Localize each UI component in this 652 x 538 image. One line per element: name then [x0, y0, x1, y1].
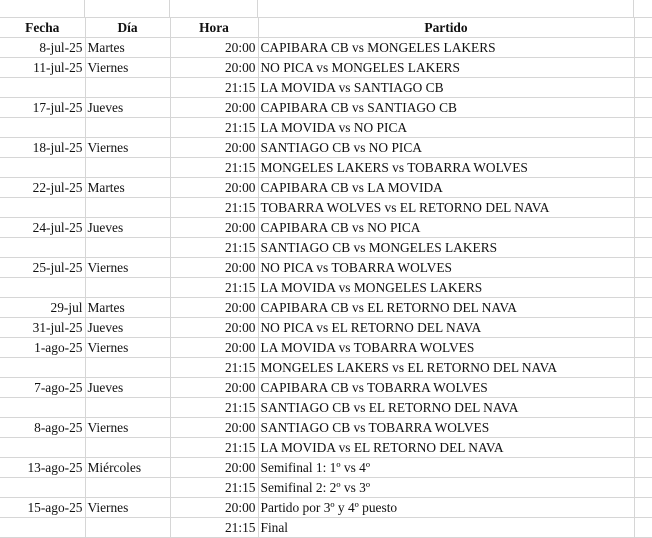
cell-dia[interactable]: Viernes [85, 138, 170, 158]
empty-header-cell[interactable] [634, 18, 652, 38]
empty-cell[interactable] [634, 198, 652, 218]
table-row [0, 78, 652, 98]
empty-cell[interactable] [634, 458, 652, 478]
table-row [0, 318, 652, 338]
cell-dia[interactable]: Viernes [85, 258, 170, 278]
cell-hora[interactable]: 20:00 [170, 258, 258, 278]
empty-cell[interactable] [634, 78, 652, 98]
cell-hora[interactable]: 20:00 [170, 458, 258, 478]
cell-fecha[interactable]: 15-ago-25 [0, 498, 85, 518]
table-row [0, 418, 652, 438]
cell-fecha[interactable] [0, 198, 85, 218]
table-row [0, 338, 652, 358]
empty-cell[interactable] [634, 238, 652, 258]
table-row [0, 478, 652, 498]
cell-dia[interactable] [85, 518, 170, 538]
cell-hora[interactable]: 21:15 [170, 438, 258, 458]
cell-hora[interactable]: 20:00 [170, 418, 258, 438]
table-row [0, 118, 652, 138]
cell-fecha[interactable] [0, 158, 85, 178]
empty-cell[interactable] [634, 298, 652, 318]
cell-hora[interactable]: 21:15 [170, 158, 258, 178]
cell-dia[interactable] [85, 238, 170, 258]
cell-dia[interactable] [85, 398, 170, 418]
blank-cell[interactable] [85, 0, 170, 17]
cell-hora[interactable]: 21:15 [170, 358, 258, 378]
cell-fecha[interactable] [0, 118, 85, 138]
blank-cell[interactable] [258, 0, 634, 17]
empty-cell[interactable] [634, 518, 652, 538]
table-row [0, 198, 652, 218]
header-hora[interactable]: Hora [170, 18, 258, 38]
cell-dia[interactable] [85, 118, 170, 138]
cell-dia[interactable] [85, 358, 170, 378]
empty-cell[interactable] [634, 318, 652, 338]
empty-cell[interactable] [634, 338, 652, 358]
cell-partido[interactable]: SANTIAGO CB vs TOBARRA WOLVES [258, 418, 634, 438]
table-row [0, 358, 652, 378]
header-dia[interactable]: Día [85, 18, 170, 38]
cell-partido[interactable]: LA MOVIDA vs TOBARRA WOLVES [258, 338, 634, 358]
cell-partido[interactable]: LA MOVIDA vs MONGELES LAKERS [258, 278, 634, 298]
cell-partido[interactable]: CAPIBARA CB vs MONGELES LAKERS [258, 38, 634, 58]
cell-partido[interactable]: CAPIBARA CB vs EL RETORNO DEL NAVA [258, 298, 634, 318]
table-row [0, 98, 652, 118]
cell-hora[interactable]: 20:00 [170, 178, 258, 198]
cell-hora[interactable]: 21:15 [170, 238, 258, 258]
cell-hora[interactable]: 20:00 [170, 138, 258, 158]
empty-cell[interactable] [634, 158, 652, 178]
cell-hora[interactable]: 20:00 [170, 498, 258, 518]
cell-dia[interactable] [85, 278, 170, 298]
cell-hora[interactable]: 21:15 [170, 278, 258, 298]
empty-cell[interactable] [634, 138, 652, 158]
empty-cell[interactable] [634, 178, 652, 198]
cell-hora[interactable]: 21:15 [170, 198, 258, 218]
cell-hora[interactable]: 20:00 [170, 338, 258, 358]
cell-dia[interactable] [85, 478, 170, 498]
empty-cell[interactable] [634, 378, 652, 398]
header-row [0, 18, 652, 38]
cell-fecha[interactable]: 13-ago-25 [0, 458, 85, 478]
cell-partido[interactable]: MONGELES LAKERS vs TOBARRA WOLVES [258, 158, 634, 178]
cell-partido[interactable]: LA MOVIDA vs SANTIAGO CB [258, 78, 634, 98]
blank-cell[interactable] [0, 0, 85, 17]
cell-partido[interactable]: NO PICA vs EL RETORNO DEL NAVA [258, 318, 634, 338]
cell-dia[interactable]: Martes [85, 178, 170, 198]
cell-fecha[interactable]: 24-jul-25 [0, 218, 85, 238]
empty-cell[interactable] [634, 258, 652, 278]
cell-dia[interactable]: Martes [85, 38, 170, 58]
empty-cell[interactable] [634, 358, 652, 378]
cell-partido[interactable]: CAPIBARA CB vs LA MOVIDA [258, 178, 634, 198]
schedule-rows [0, 38, 652, 538]
table-row [0, 38, 652, 58]
cell-dia[interactable] [85, 438, 170, 458]
cell-fecha[interactable] [0, 478, 85, 498]
cell-fecha[interactable]: 18-jul-25 [0, 138, 85, 158]
cell-partido[interactable]: Final [258, 518, 634, 538]
cell-partido[interactable]: SANTIAGO CB vs MONGELES LAKERS [258, 238, 634, 258]
cell-hora[interactable]: 20:00 [170, 218, 258, 238]
cell-fecha[interactable]: 17-jul-25 [0, 98, 85, 118]
cell-dia[interactable]: Martes [85, 298, 170, 318]
cell-fecha[interactable]: 29-jul [0, 298, 85, 318]
cell-dia[interactable]: Viernes [85, 58, 170, 78]
table-row [0, 438, 652, 458]
cell-partido[interactable]: CAPIBARA CB vs TOBARRA WOLVES [258, 378, 634, 398]
schedule-table [0, 18, 652, 538]
cell-dia[interactable]: Jueves [85, 378, 170, 398]
cell-fecha[interactable] [0, 358, 85, 378]
table-row [0, 498, 652, 518]
cell-partido[interactable]: NO PICA vs TOBARRA WOLVES [258, 258, 634, 278]
table-row [0, 518, 652, 538]
table-row [0, 178, 652, 198]
cell-hora[interactable]: 21:15 [170, 78, 258, 98]
table-row [0, 298, 652, 318]
cell-fecha[interactable] [0, 278, 85, 298]
cell-fecha[interactable]: 8-jul-25 [0, 38, 85, 58]
blank-cell[interactable] [170, 0, 258, 17]
cell-fecha[interactable]: 1-ago-25 [0, 338, 85, 358]
table-row [0, 58, 652, 78]
table-row [0, 378, 652, 398]
empty-cell[interactable] [634, 478, 652, 498]
cell-hora[interactable]: 21:15 [170, 518, 258, 538]
cell-fecha[interactable] [0, 438, 85, 458]
cell-fecha[interactable] [0, 78, 85, 98]
cell-dia[interactable]: Jueves [85, 318, 170, 338]
cell-fecha[interactable]: 25-jul-25 [0, 258, 85, 278]
cell-fecha[interactable]: 8-ago-25 [0, 418, 85, 438]
empty-cell[interactable] [634, 418, 652, 438]
empty-cell[interactable] [634, 218, 652, 238]
cell-hora[interactable]: 20:00 [170, 98, 258, 118]
cell-partido[interactable]: Semifinal 1: 1º vs 4º [258, 458, 634, 478]
cell-hora[interactable]: 20:00 [170, 58, 258, 78]
cell-hora[interactable]: 21:15 [170, 398, 258, 418]
cell-hora[interactable]: 21:15 [170, 478, 258, 498]
cell-partido[interactable]: TOBARRA WOLVES vs EL RETORNO DEL NAVA [258, 198, 634, 218]
cell-fecha[interactable]: 22-jul-25 [0, 178, 85, 198]
cell-dia[interactable]: Jueves [85, 218, 170, 238]
cell-fecha[interactable]: 7-ago-25 [0, 378, 85, 398]
empty-cell[interactable] [634, 58, 652, 78]
cell-fecha[interactable] [0, 398, 85, 418]
cell-dia[interactable] [85, 78, 170, 98]
cell-dia[interactable]: Viernes [85, 338, 170, 358]
cell-hora[interactable]: 21:15 [170, 118, 258, 138]
cell-partido[interactable]: CAPIBARA CB vs SANTIAGO CB [258, 98, 634, 118]
header-fecha[interactable]: Fecha [0, 18, 85, 38]
empty-cell[interactable] [634, 278, 652, 298]
empty-cell[interactable] [634, 438, 652, 458]
cell-partido[interactable]: SANTIAGO CB vs NO PICA [258, 138, 634, 158]
empty-cell[interactable] [634, 498, 652, 518]
table-row [0, 258, 652, 278]
cell-hora[interactable]: 20:00 [170, 318, 258, 338]
cell-partido[interactable]: LA MOVIDA vs EL RETORNO DEL NAVA [258, 438, 634, 458]
cell-partido[interactable]: CAPIBARA CB vs NO PICA [258, 218, 634, 238]
cell-hora[interactable]: 20:00 [170, 38, 258, 58]
table-row [0, 158, 652, 178]
cell-partido[interactable]: NO PICA vs MONGELES LAKERS [258, 58, 634, 78]
cell-fecha[interactable]: 11-jul-25 [0, 58, 85, 78]
cell-dia[interactable]: Viernes [85, 418, 170, 438]
cell-dia[interactable]: Viernes [85, 498, 170, 518]
header-partido[interactable]: Partido [258, 18, 634, 38]
cell-fecha[interactable] [0, 518, 85, 538]
cell-partido[interactable]: Semifinal 2: 2º vs 3º [258, 478, 634, 498]
table-row [0, 218, 652, 238]
cell-fecha[interactable] [0, 238, 85, 258]
cell-partido[interactable]: MONGELES LAKERS vs EL RETORNO DEL NAVA [258, 358, 634, 378]
empty-cell[interactable] [634, 118, 652, 138]
empty-cell[interactable] [634, 398, 652, 418]
cell-hora[interactable]: 20:00 [170, 298, 258, 318]
cell-hora[interactable]: 20:00 [170, 378, 258, 398]
empty-cell[interactable] [634, 38, 652, 58]
cell-dia[interactable] [85, 198, 170, 218]
cell-partido[interactable]: Partido por 3º y 4º puesto [258, 498, 634, 518]
table-row [0, 458, 652, 478]
cell-dia[interactable] [85, 158, 170, 178]
table-row [0, 278, 652, 298]
table-row [0, 238, 652, 258]
table-row [0, 138, 652, 158]
cell-dia[interactable]: Miércoles [85, 458, 170, 478]
cell-partido[interactable]: SANTIAGO CB vs EL RETORNO DEL NAVA [258, 398, 634, 418]
cell-partido[interactable]: LA MOVIDA vs NO PICA [258, 118, 634, 138]
blank-top-row [0, 0, 652, 18]
cell-dia[interactable]: Jueves [85, 98, 170, 118]
cell-fecha[interactable]: 31-jul-25 [0, 318, 85, 338]
table-row [0, 398, 652, 418]
empty-cell[interactable] [634, 98, 652, 118]
